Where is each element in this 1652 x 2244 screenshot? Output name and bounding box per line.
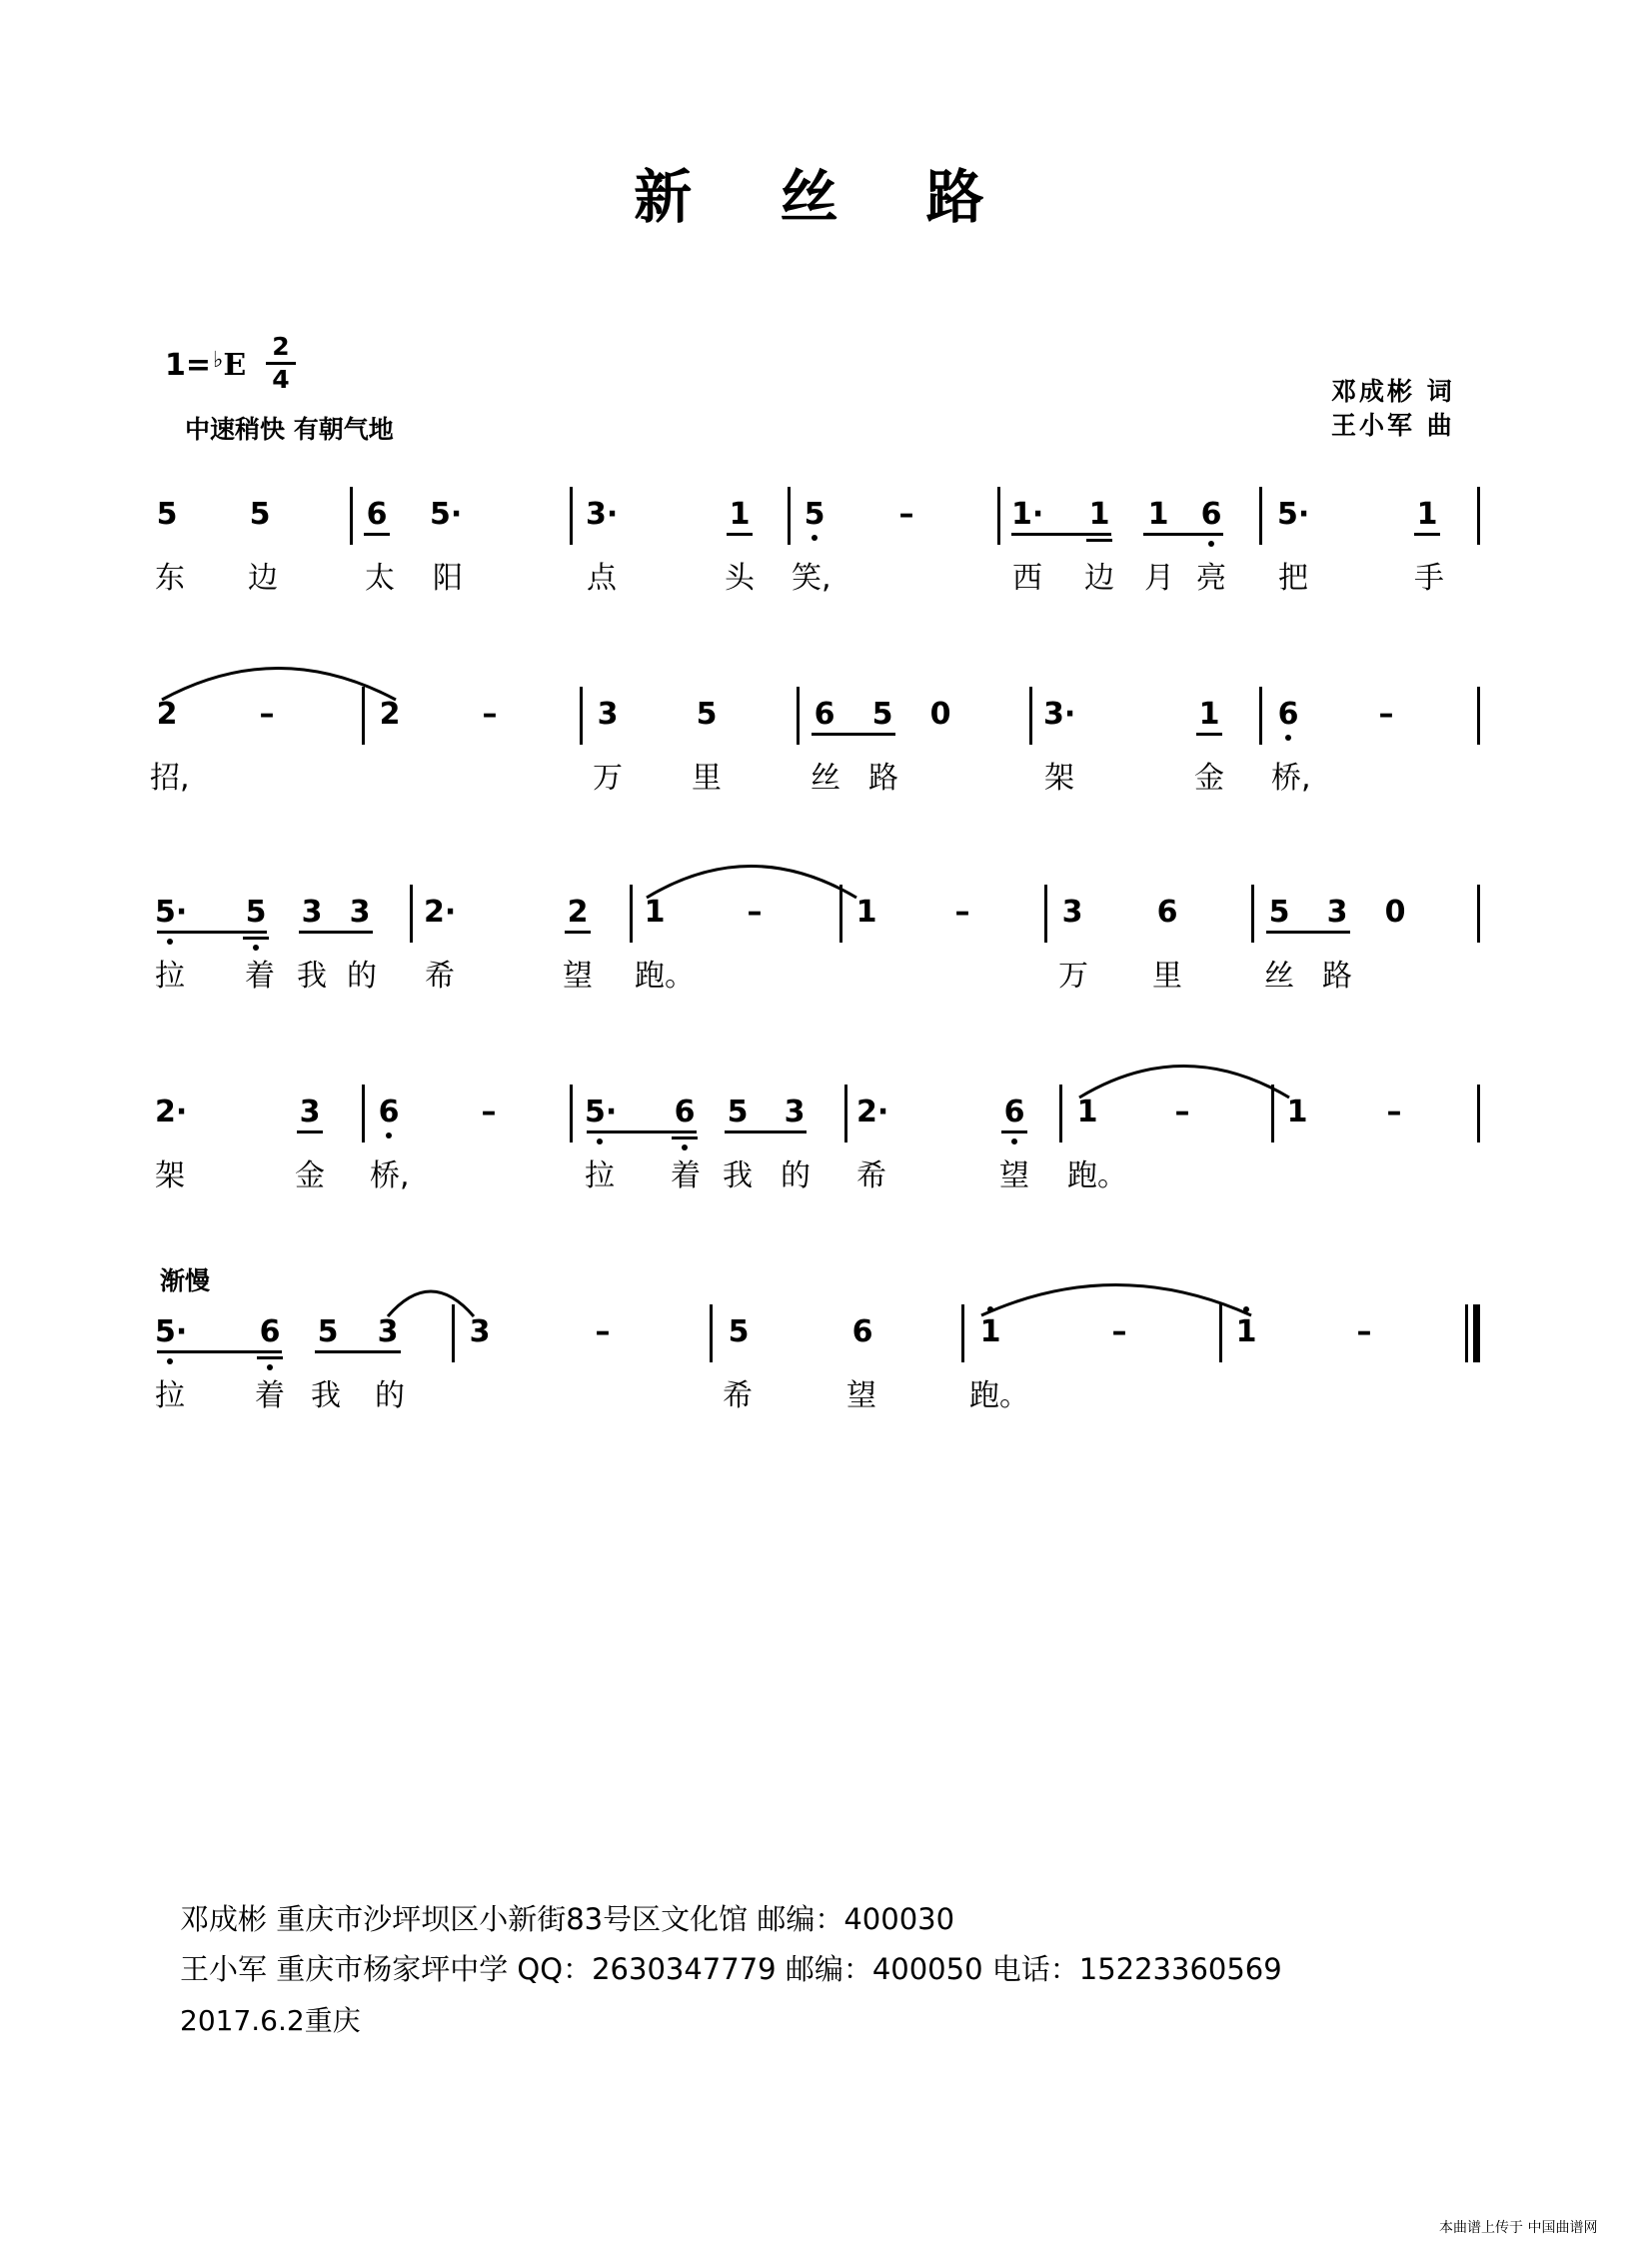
underline [1143,533,1223,536]
lyric: 望 [846,1378,876,1413]
note: 5 [727,1095,749,1129]
note: 3 [301,895,323,930]
barline [1477,885,1480,943]
lyric: 西 [1012,561,1042,596]
barline [410,885,413,943]
barline [1059,1085,1062,1142]
lyric: 里 [1152,959,1182,994]
barline [570,1085,573,1142]
note: 2 [379,697,401,732]
barline [839,885,842,943]
underline [672,1136,698,1139]
barline [1271,1085,1274,1142]
note: 3· [1043,697,1076,732]
barline [844,1085,847,1142]
lower-octave-dot [1285,735,1291,741]
note: 2· [155,1095,188,1129]
lower-octave-dot [167,939,173,945]
upload-note: 本曲谱上传于 中国曲谱网 [1439,2220,1598,2236]
barline [1219,1304,1222,1362]
time-signature [266,334,296,393]
lyric: 着 [245,959,275,994]
note: 5 [728,1314,750,1349]
lyric: 丝 [811,761,840,796]
underline [1196,733,1222,736]
lyric: 跑。 [969,1378,1029,1413]
lyric: 望 [999,1158,1029,1193]
underline [297,1130,323,1133]
underline [727,533,753,536]
underline [364,533,390,536]
note: 1 [855,895,877,930]
lyric: 阳 [433,561,463,596]
barline [710,1304,713,1362]
lyric: 拉 [585,1158,615,1193]
lyric: 希 [723,1378,753,1413]
lower-octave-dot [167,1358,173,1364]
dash: – [1386,1095,1402,1129]
dash: – [1356,1314,1372,1349]
final-barline-thick [1473,1304,1480,1362]
lyric: 丝 [1264,959,1294,994]
lyric: 着 [255,1378,285,1413]
song-title: 新 丝 路 [634,163,1018,231]
barline [1477,1085,1480,1142]
note: 3 [299,1095,321,1129]
barline [1251,885,1254,943]
barline [1477,487,1480,545]
barline [1029,687,1032,745]
lyric: 架 [155,1158,185,1193]
barline [362,1085,365,1142]
note: 3 [1061,895,1083,930]
time-bottom: 4 [272,365,290,394]
lyric: 跑。 [635,959,695,994]
note: 6 [366,497,388,532]
lyric: 点 [587,561,617,596]
barline [788,487,791,545]
lyricist-credit: 邓成彬 词 [1331,377,1455,406]
barline [570,487,573,545]
underline [1011,533,1111,536]
note: 5 [156,497,178,532]
note: 3 [377,1314,399,1349]
barline [452,1304,455,1362]
upper-octave-dot [1243,1306,1249,1312]
dash: – [482,697,498,732]
slur [979,1270,1254,1320]
lyric: 拉 [155,1378,185,1413]
dash: – [1174,1095,1190,1129]
lyric: 着 [671,1158,701,1193]
note: 1 [1198,697,1220,732]
dash: – [1111,1314,1127,1349]
note: 1 [644,895,666,930]
underline [1266,931,1350,934]
lyric: 的 [781,1158,811,1193]
note: 5· [155,895,188,930]
underline [1001,1130,1027,1133]
lower-octave-dot [682,1144,688,1150]
note: 2 [156,697,178,732]
final-barline-thin [1465,1304,1468,1362]
note: 3 [1326,895,1348,930]
note: 1 [979,1314,1001,1349]
note: 6 [814,697,835,732]
note: 6 [1003,1095,1025,1129]
note: 1 [1076,1095,1098,1129]
barline [1259,687,1262,745]
lower-octave-dot [253,945,259,951]
note: 3 [469,1314,491,1349]
note: 5 [696,697,718,732]
flat-sign: ♭ [213,348,224,373]
lyric: 笑, [792,561,831,596]
note: 2· [856,1095,889,1129]
note: 5· [430,497,463,532]
lyric: 把 [1278,561,1308,596]
underline [157,1350,282,1353]
note: 1 [1416,497,1438,532]
underline [1086,539,1112,542]
lower-octave-dot [597,1138,603,1144]
key-signature [165,348,246,383]
lower-octave-dot [812,535,818,541]
note: 6 [674,1095,696,1129]
note: 1 [1235,1314,1257,1349]
note: 0 [1384,895,1406,930]
lyric: 头 [725,561,755,596]
note: 6 [259,1314,281,1349]
note: 2 [567,895,589,930]
note: 2· [424,895,457,930]
dash: – [747,895,763,930]
lyric: 金 [295,1158,325,1193]
lower-octave-dot [1208,541,1214,547]
note: 6 [851,1314,873,1349]
note: 5 [1268,895,1290,930]
note: 6 [378,1095,400,1129]
lower-octave-dot [267,1364,273,1370]
underline [812,733,895,736]
barline [1477,687,1480,745]
note: 5· [585,1095,618,1129]
lyric: 东 [155,561,185,596]
composer-credit: 王小军 曲 [1331,411,1455,440]
dash: – [898,497,914,532]
barline [961,1304,964,1362]
lyric: 望 [563,959,593,994]
footer-date: 2017.6.2重庆 [180,2004,361,2037]
lyric: 我 [297,959,327,994]
underline [299,931,373,934]
lyric: 手 [1414,561,1444,596]
tempo-marking: 中速稍快 有朝气地 [185,415,394,444]
lyric: 的 [375,1378,405,1413]
dash: – [1378,697,1394,732]
lyric: 桥, [370,1158,410,1193]
key-prefix: 1= [165,348,212,383]
underline [565,931,591,934]
lyric: 路 [868,761,898,796]
note: 5 [317,1314,339,1349]
barline [630,885,633,943]
barline [350,487,353,545]
underline [257,1356,283,1359]
dash: – [481,1095,497,1129]
note: 3 [597,697,619,732]
lyric: 太 [365,561,395,596]
barline [1259,487,1262,545]
note: 1 [1286,1095,1308,1129]
note: 6 [1277,697,1299,732]
lyric: 希 [856,1158,886,1193]
footer-lyricist-info: 邓成彬 重庆市沙坪坝区小新街83号区文化馆 邮编：400030 [180,1902,955,1936]
underline [1414,533,1440,536]
lyric: 的 [347,959,377,994]
note: 5· [1277,497,1310,532]
barline [1044,885,1047,943]
dash: – [595,1314,611,1349]
lower-octave-dot [386,1132,392,1138]
note: 5 [249,497,271,532]
barline [580,687,583,745]
underline [157,931,267,934]
note: 1 [729,497,751,532]
footer-composer-info: 王小军 重庆市杨家坪中学 QQ：2630347779 邮编：400050 电话：15223360569 [180,1952,1282,1986]
lyric: 我 [311,1378,341,1413]
slur [386,1280,476,1320]
note: 1 [1147,497,1169,532]
lyric: 拉 [155,959,185,994]
tempo-change-marking: 渐慢 [160,1266,211,1295]
dash: – [954,895,970,930]
lyric: 架 [1044,761,1074,796]
barline [997,487,1000,545]
note: 3· [586,497,619,532]
lyric: 月 [1144,561,1174,596]
note: 5 [871,697,893,732]
lyric: 我 [723,1158,753,1193]
lyric: 路 [1322,959,1352,994]
lyric: 万 [593,761,623,796]
lyric: 跑。 [1067,1158,1127,1193]
lyric: 亮 [1196,561,1226,596]
note: 1 [1088,497,1110,532]
underline [587,1130,697,1133]
note: 5 [245,895,267,930]
note: 5 [804,497,826,532]
note: 1· [1011,497,1044,532]
lyric: 金 [1194,761,1224,796]
note: 6 [1200,497,1222,532]
underline [315,1350,401,1353]
upper-octave-dot [987,1306,993,1312]
lyric: 万 [1058,959,1088,994]
barline [362,687,365,745]
lyric: 希 [425,959,455,994]
lyric: 边 [248,561,278,596]
note: 0 [929,697,951,732]
barline [797,687,800,745]
note: 3 [784,1095,806,1129]
time-top: 2 [272,332,290,361]
note: 6 [1156,895,1178,930]
key-letter: E [223,348,247,383]
dash: – [259,697,275,732]
lyric: 招, [150,761,190,796]
underline [725,1130,807,1133]
note: 3 [349,895,371,930]
lyric: 里 [692,761,722,796]
underline [243,937,269,940]
lyric: 桥, [1271,761,1311,796]
lower-octave-dot [1011,1138,1017,1144]
note: 5· [155,1314,188,1349]
lyric: 边 [1084,561,1114,596]
